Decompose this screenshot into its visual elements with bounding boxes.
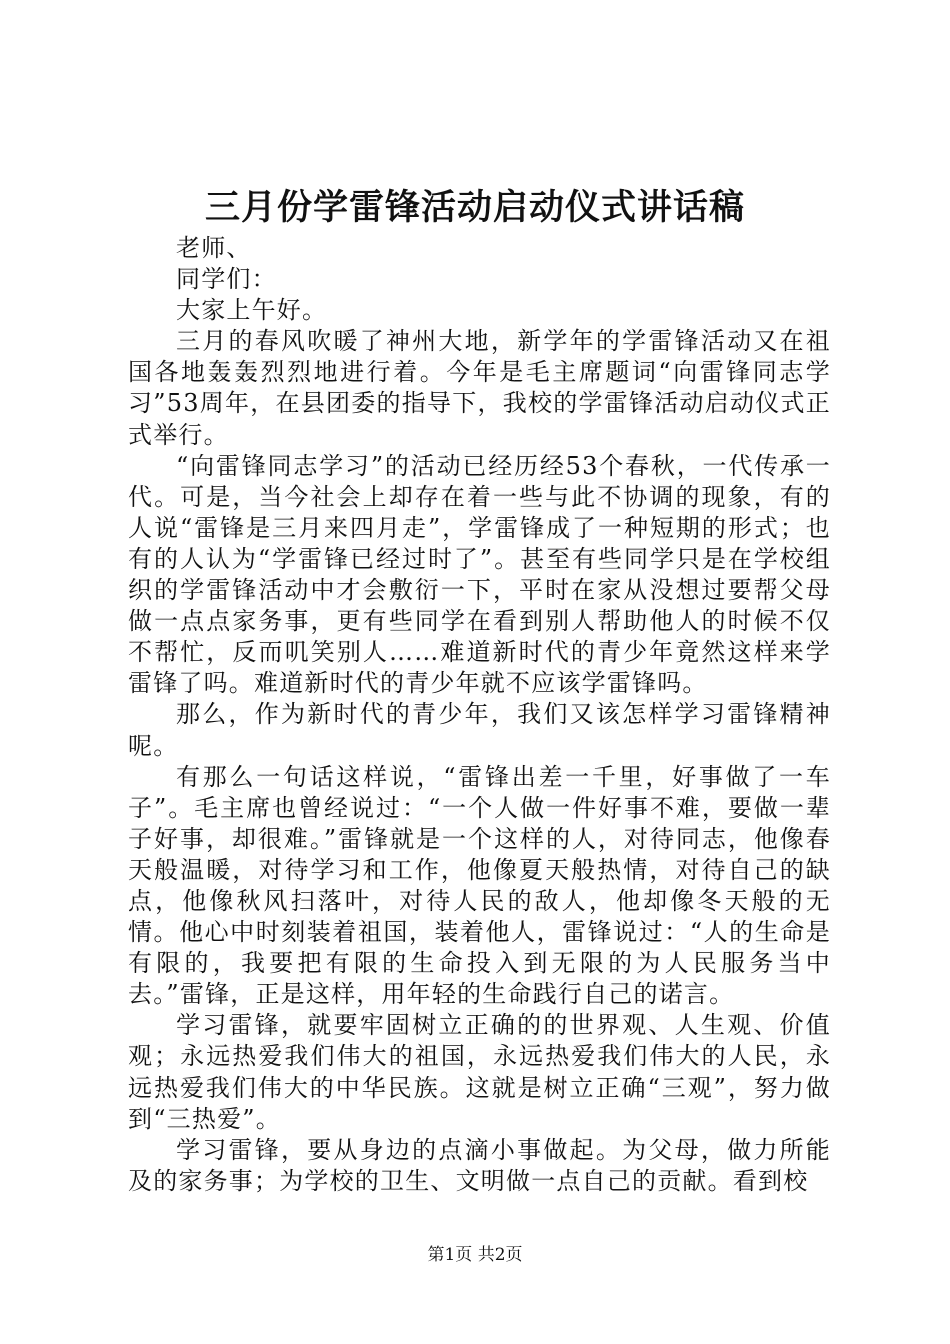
body-paragraph: 三月的春风吹暖了神州大地，新学年的学雷锋活动又在祖国各地轰轰烈烈地进行着。今年是毛主席题词“向雷锋同志学习”53周年，在县团委的指导下，我校的学雷锋活动启动仪式正式举行。 [128, 327, 831, 449]
body-paragraph: 那么，作为新时代的青少年，我们又该怎样学习雷锋精神呢。 [128, 700, 831, 760]
page-number-footer: 第1页 共2页 [427, 1245, 523, 1265]
body-paragraph: 学习雷锋，要从身边的点滴小事做起。为父母，做力所能及的家务事；为学校的卫生、文明做一点自己的贡献。看到校 [128, 1135, 831, 1195]
salutation-teachers: 老师、 [176, 234, 252, 262]
body-paragraph: “向雷锋同志学习”的活动已经历经53个春秋，一代传承一代。可是，当今社会上却存在着一些与此不协调的现象，有的人说“雷锋是三月来四月走”，学雷锋成了一种短期的形式；也有的人认为“学雷锋已经过时了”。甚至有些同学只是在学校组织的学雷锋活动中才会敷衍一下，平时在家从没想过要帮父母做一点点家务事，更有些同学在看到别人帮助他人的时候不仅不帮忙，反而叽笑别人……难道新时代的青少年竟然这样来学雷锋了吗。难道新时代的青少年就不应该学雷锋吗。 [128, 451, 831, 698]
document-body [128, 233, 831, 1197]
greeting: 大家上午好。 [176, 296, 328, 325]
body-paragraph: 学习雷锋，就要牢固树立正确的的世界观、人生观、价值观；永远热爱我们伟大的祖国，永远热爱我们伟大的人民，永远热爱我们伟大的中华民族。这就是树立正确“三观”，努力做到“三热爱”。 [128, 1011, 831, 1133]
document-title: 三月份学雷锋活动启动仪式讲话稿 [204, 187, 745, 228]
salutation-students: 同学们： [176, 265, 277, 294]
body-paragraph: 有那么一句话这样说，“雷锋出差一千里，好事做了一车子”。毛主席也曾经说过：“一个人做一件好事不难，要做一辈子好事，却很难。”雷锋就是一个这样的人，对待同志，他像春天般温暖，对待学习和工作，他像夏天般热情，对待自己的缺点，他像秋风扫落叶，对待人民的敌人，他却像冬天般的无情。他心中时刻装着祖国，装着他人，雷锋说过：“人的生命是有限的，我要把有限的生命投入到无限的为人民服务当中去。”雷锋，正是这样，用年轻的生命践行自己的诺言。 [128, 762, 831, 1009]
